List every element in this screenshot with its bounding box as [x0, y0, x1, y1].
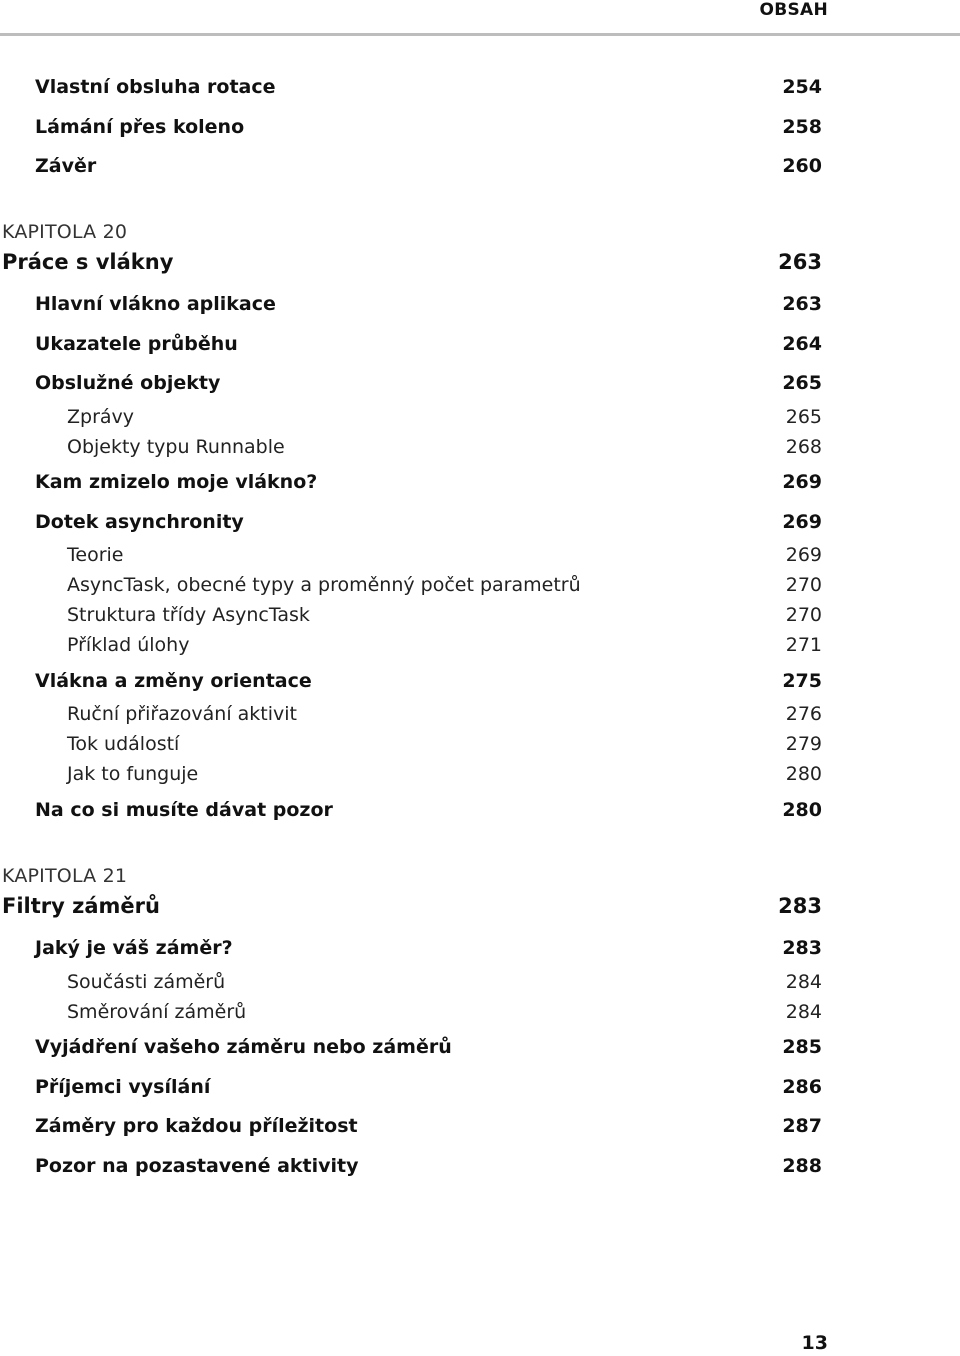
toc-subentry-page: 279	[785, 733, 822, 755]
toc-subentry-title: Součásti záměrů	[67, 971, 226, 993]
toc-subentry-page: 265	[785, 406, 822, 428]
toc-entry-title: Příjemci vysílání	[35, 1076, 211, 1098]
toc-entry-page: 280	[782, 799, 822, 821]
toc-entry-title: Hlavní vlákno aplikace	[35, 293, 276, 315]
header-divider	[0, 33, 960, 36]
chapter-page: 283	[778, 894, 822, 918]
toc-entry[interactable]	[35, 937, 822, 959]
toc-subentry-title: Jak to funguje	[67, 763, 199, 785]
toc-subentry[interactable]	[67, 703, 822, 725]
toc-entry[interactable]	[35, 76, 822, 98]
toc-entry-title: Jaký je váš záměr?	[35, 937, 233, 959]
toc-subentry-page: 270	[785, 604, 822, 626]
toc-subentry-title: AsyncTask, obecné typy a proměnný počet parametrů	[67, 574, 581, 596]
toc-entry[interactable]	[35, 471, 822, 493]
toc-entry-page: 260	[782, 155, 822, 177]
toc-subentry[interactable]	[67, 406, 822, 428]
toc-entry-page: 254	[782, 76, 822, 98]
toc-entry-page: 258	[782, 116, 822, 138]
toc-entry-title: Závěr	[35, 155, 97, 177]
toc-entry-title: Lámání přes koleno	[35, 116, 245, 138]
toc-subentry-title: Příklad úlohy	[67, 634, 190, 656]
toc-entry-title: Kam zmizelo moje vlákno?	[35, 471, 318, 493]
toc-subentry[interactable]	[67, 574, 822, 596]
chapter-title: Práce s vlákny	[2, 250, 174, 274]
toc-entry-title: Pozor na pozastavené aktivity	[35, 1155, 359, 1177]
toc-subentry[interactable]	[67, 436, 822, 458]
toc-subentry-page: 269	[785, 544, 822, 566]
toc-subentry-page: 284	[785, 1001, 822, 1023]
header-section-label: OBSAH	[759, 0, 828, 20]
toc-subentry[interactable]	[67, 733, 822, 755]
toc-subentry-page: 284	[785, 971, 822, 993]
toc-entry-page: 286	[782, 1076, 822, 1098]
toc-entry-title: Na co si musíte dávat pozor	[35, 799, 333, 821]
toc-subentry[interactable]	[67, 544, 822, 566]
toc-entry-page: 285	[782, 1036, 822, 1058]
chapter-title: Filtry záměrů	[2, 894, 160, 918]
toc-entry-page: 287	[782, 1115, 822, 1137]
chapter-label: KAPITOLA 20	[2, 221, 128, 243]
chapter-title-row[interactable]	[2, 250, 822, 274]
toc-subentry[interactable]	[67, 634, 822, 656]
chapter-label: KAPITOLA 21	[2, 865, 128, 887]
toc-subentry-page: 276	[785, 703, 822, 725]
toc-entry-page: 265	[782, 372, 822, 394]
toc-subentry-title: Zprávy	[67, 406, 135, 428]
toc-subentry-title: Směrování záměrů	[67, 1001, 247, 1023]
toc-subentry-title: Objekty typu Runnable	[67, 436, 285, 458]
toc-entry[interactable]	[35, 116, 822, 138]
toc-entry[interactable]	[35, 1036, 822, 1058]
toc-subentry-title: Tok událostí	[67, 733, 180, 755]
toc-entry-page: 263	[782, 293, 822, 315]
toc-entry-title: Vyjádření vašeho záměru nebo záměrů	[35, 1036, 452, 1058]
toc-subentry-page: 268	[785, 436, 822, 458]
toc-entry-page: 264	[782, 333, 822, 355]
toc-entry[interactable]	[35, 1155, 822, 1177]
toc-entry-page: 269	[782, 471, 822, 493]
chapter-page: 263	[778, 250, 822, 274]
toc-subentry-title: Teorie	[67, 544, 124, 566]
toc-entry[interactable]	[35, 511, 822, 533]
toc-subentry-page: 271	[785, 634, 822, 656]
toc-entry[interactable]	[35, 1076, 822, 1098]
toc-entry[interactable]	[35, 155, 822, 177]
page-number: 13	[801, 1332, 828, 1354]
toc-subentry-title: Struktura třídy AsyncTask	[67, 604, 310, 626]
toc-subentry-page: 270	[785, 574, 822, 596]
toc-entry-title: Dotek asynchronity	[35, 511, 244, 533]
toc-subentry-title: Ruční přiřazování aktivit	[67, 703, 297, 725]
toc-entry[interactable]	[35, 372, 822, 394]
toc-subentry[interactable]	[67, 971, 822, 993]
toc-entry-title: Vlastní obsluha rotace	[35, 76, 276, 98]
chapter-title-row[interactable]	[2, 894, 822, 918]
toc-entry-page: 275	[782, 670, 822, 692]
toc-entry-title: Vlákna a změny orientace	[35, 670, 312, 692]
toc-entry-page: 269	[782, 511, 822, 533]
toc-entry[interactable]	[35, 799, 822, 821]
toc-entry-title: Obslužné objekty	[35, 372, 221, 394]
toc-entry[interactable]	[35, 670, 822, 692]
toc-subentry[interactable]	[67, 1001, 822, 1023]
toc-entry[interactable]	[35, 333, 822, 355]
toc-entry[interactable]	[35, 1115, 822, 1137]
toc-entry-title: Ukazatele průběhu	[35, 333, 238, 355]
toc-subentry[interactable]	[67, 763, 822, 785]
toc-entry[interactable]	[35, 293, 822, 315]
toc-entry-page: 283	[782, 937, 822, 959]
toc-subentry[interactable]	[67, 604, 822, 626]
toc-subentry-page: 280	[785, 763, 822, 785]
toc-entry-page: 288	[782, 1155, 822, 1177]
toc-entry-title: Záměry pro každou příležitost	[35, 1115, 358, 1137]
